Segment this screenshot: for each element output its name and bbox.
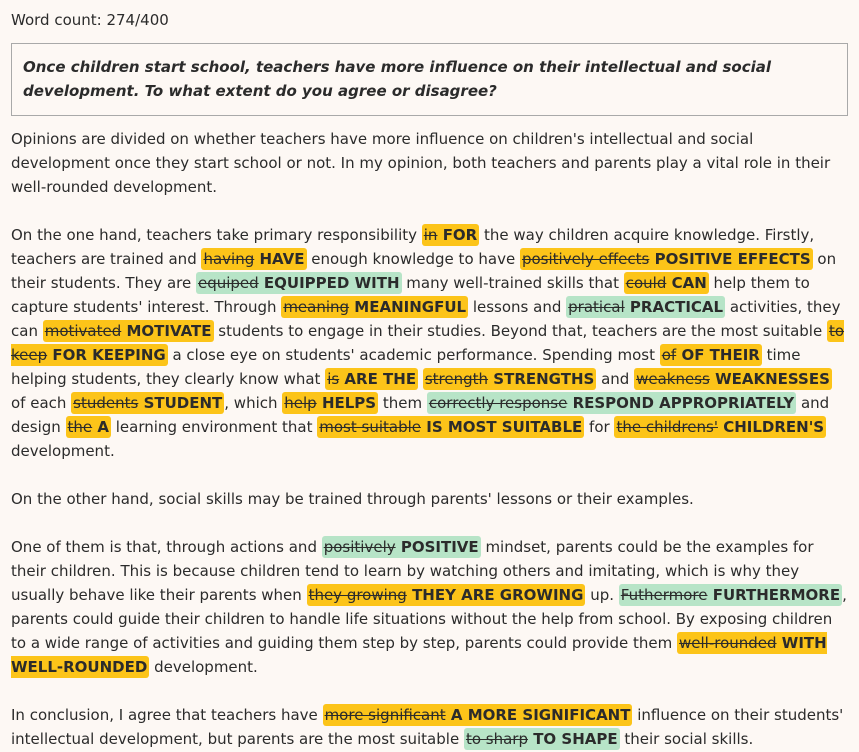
corrected-text: CAN [671,274,707,292]
essay-text: and design [11,394,830,436]
corrected-text: FOR [442,226,478,244]
original-text: pratical [568,298,625,316]
corrected-text: EQUIPPED WITH [263,274,400,292]
essay-text: the way children acquire knowledge. Firstly, teachers are trained and [11,226,815,268]
corrected-text: TO SHAPE [533,730,618,748]
essay-text: On the one hand, teachers take primary responsibility [11,226,422,244]
corrected-text: IS MOST SUITABLE [426,418,583,436]
original-text: motivated [44,322,122,340]
vocabulary-correction[interactable] [619,584,842,606]
corrected-text: PRACTICAL [629,298,724,316]
essay-prompt: Once children start school, teachers have more influence on their intellectual and social development. To what extent do you agree or disagree? [11,43,848,116]
original-text: to keep [11,322,845,364]
grammar-correction[interactable] [71,392,224,414]
essay-text: activities, they can [11,298,841,340]
grammar-correction[interactable] [201,248,306,270]
grammar-correction[interactable] [422,224,479,246]
grammar-correction[interactable] [317,416,584,438]
original-text: is [327,370,340,388]
original-text: well-rounded [679,634,777,652]
corrected-text: ARE THE [344,370,417,388]
corrected-text: MOTIVATE [126,322,212,340]
essay-text: In conclusion, I agree that teachers have [11,706,323,724]
essay-body [11,127,848,751]
grammar-correction[interactable] [323,704,633,726]
essay-text: and [596,370,635,388]
grammar-correction[interactable] [660,344,762,366]
original-text: positively [323,538,396,556]
essay-paragraph [11,703,848,751]
vocabulary-correction[interactable] [427,392,796,414]
grammar-correction[interactable] [423,368,596,390]
essay-feedback-view [0,10,859,751]
corrected-text: POSITIVE [400,538,479,556]
essay-paragraph [11,487,848,511]
essay-paragraph [11,535,848,679]
essay-text: enough knowledge to have [306,250,520,268]
essay-text: Opinions are divided on whether teachers have more influence on children's intellectual and social development once they start school or not. In my opinion, both teachers and parents play a vital role in their well-rounded development. [11,130,831,196]
essay-paragraph [11,127,848,199]
essay-text: mindset, parents could be the examples for their children. This is because children tend to learn by watching others and imitating, which is why they usually behave like their parents when [11,538,814,604]
essay-text: them [378,394,427,412]
essay-text: their social skills. [619,730,754,748]
essay-text: One of them is that, through actions and [11,538,322,556]
grammar-correction[interactable] [614,416,826,438]
corrected-text: STUDENT [143,394,223,412]
original-text: most suitable [319,418,421,436]
grammar-correction[interactable] [43,320,214,342]
corrected-text: FOR KEEPING [52,346,166,364]
essay-text: students to engage in their studies. Beyond that, teachers are the most suitable [213,322,827,340]
corrected-text: HELPS [321,394,377,412]
essay-text: On the other hand, social skills may be trained through parents' lessons or their examples. [11,490,694,508]
original-text: could [625,274,667,292]
essay-text: for [584,418,615,436]
original-text: of [661,346,677,364]
essay-text: development. [149,658,258,676]
corrected-text: STRENGTHS [493,370,595,388]
vocabulary-correction[interactable] [196,272,402,294]
essay-text: a close eye on students' academic performance. Spending most [167,346,660,364]
original-text: help [284,394,317,412]
original-text: having [203,250,255,268]
essay-text: development. [11,442,115,460]
original-text: Futhermore [620,586,708,604]
essay-text: of each [11,394,72,412]
corrected-text: THEY ARE GROWING [412,586,584,604]
corrected-text: MEANINGFUL [354,298,467,316]
grammar-correction[interactable] [520,248,813,270]
essay-text: lessons and [468,298,567,316]
original-text: the [67,418,93,436]
original-text: meaning [283,298,350,316]
grammar-correction[interactable] [282,392,378,414]
original-text: strength [424,370,489,388]
original-text: the childrens' [616,418,718,436]
corrected-text: RESPOND APPROPRIATELY [572,394,795,412]
grammar-correction[interactable] [325,368,418,390]
original-text: equiped [197,274,259,292]
original-text: in [423,226,438,244]
original-text: they growing [308,586,407,604]
essay-text: many well-trained skills that [401,274,624,292]
vocabulary-correction[interactable] [322,536,481,558]
corrected-text: WEAKNESSES [715,370,830,388]
essay-text: up. [585,586,619,604]
essay-text: , which [224,394,283,412]
essay-text: learning environment that [111,418,318,436]
essay-text: time helping students, they clearly know what [11,346,801,388]
essay-text: influence on their students' intellectual development, but parents are the most suitable [11,706,844,748]
grammar-correction[interactable] [624,272,709,294]
corrected-text: A [97,418,109,436]
original-text: more significant [324,706,446,724]
corrected-text: WITH WELL-ROUNDED [11,634,827,676]
essay-text: help them to capture students' interest. Through [11,274,810,316]
vocabulary-correction[interactable] [566,296,725,318]
word-count: Word count: 274/400 [11,11,169,29]
grammar-correction[interactable] [66,416,111,438]
essay-paragraph [11,223,848,463]
grammar-correction[interactable] [281,296,468,318]
grammar-correction[interactable] [634,368,832,390]
essay-text: on their students. They are [11,250,837,292]
original-text: correctly response [428,394,568,412]
essay-text: , parents could guide their children to handle life situations without the help from school. By exposing children to a wide range of activities and guiding them step by step, parents could provide them [11,586,847,652]
original-text: students [73,394,139,412]
corrected-text: OF THEIR [681,346,760,364]
original-text: positively effects [521,250,650,268]
corrected-text: POSITIVE EFFECTS [654,250,811,268]
vocabulary-correction[interactable] [464,728,620,750]
corrected-text: CHILDREN'S [723,418,825,436]
grammar-correction[interactable] [307,584,586,606]
corrected-text: HAVE [259,250,305,268]
original-text: to sharp [465,730,528,748]
corrected-text: A MORE SIGNIFICANT [450,706,631,724]
corrected-text: FURTHERMORE [712,586,841,604]
original-text: weakness [636,370,710,388]
